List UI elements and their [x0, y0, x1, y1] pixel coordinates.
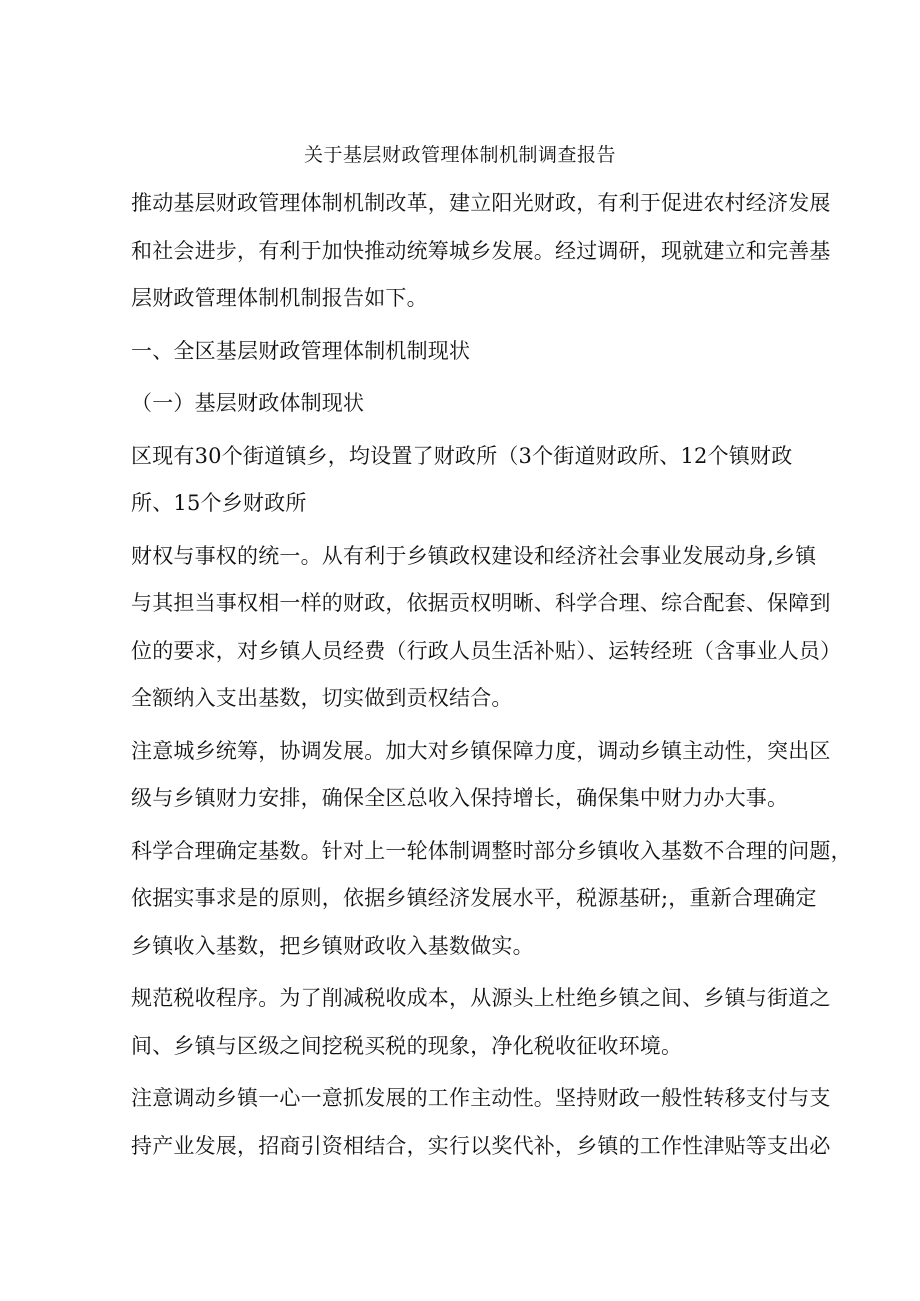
paragraph [131, 433, 793, 528]
text-line: 与其担当事权相一样的财政，依据贡权明晰、科学合理、综合配套、保障到 [131, 591, 831, 615]
text-line: 财权与事权的统一。从有利于乡镇政权建设和经济社会事业发展动身,乡镇 [131, 543, 817, 568]
text-line: 所、15个乡财政所 [131, 491, 307, 515]
text-line: 级与乡镇财力安排，确保全区总收入保持增长，确保集中财力办大事。 [131, 786, 789, 810]
paragraph [131, 180, 831, 323]
document-body [131, 180, 852, 1175]
paragraph [131, 533, 842, 723]
paragraph [131, 1075, 831, 1170]
paragraph [131, 328, 793, 376]
text-line: 位的要求，对乡镇人员经费（行政人员生活补贴）、运转经班（含事业人员） [131, 638, 842, 663]
text-line: 区现有30个街道镇乡，均设置了财政所（3个街道财政所、12个镇财政 [131, 443, 793, 468]
paragraph [131, 380, 793, 428]
text-line: 规范税收程序。为了削减税收成本，从源头上杜绝乡镇之间、乡镇与街道之 [131, 986, 831, 1010]
text-line: 层财政管理体制机制报告如下。 [131, 286, 428, 310]
paragraph [131, 728, 831, 823]
text-line: 推动基层财政管理体制机制改革，建立阳光财政，有利于促进农村经济发展 [131, 191, 831, 215]
text-line: 乡镇收入基数，把乡镇财政收入基数做实。 [131, 933, 534, 958]
text-line: 注意调动乡镇一心一意抓发展的工作主动性。坚持财政一般性转移支付与支 [131, 1086, 831, 1110]
document-title: 关于基层财政管理体制机制调查报告 [303, 144, 616, 166]
text-line: 一、全区基层财政管理体制机制现状 [131, 338, 471, 363]
text-line: 科学合理确定基数。针对上一轮体制调整时部分乡镇收入基数不合理的问题， [131, 838, 852, 863]
text-line: 间、乡镇与区级之间挖税买税的现象，净化税收征收环境。 [131, 1033, 683, 1058]
text-line: 和社会进步，有利于加快推动统筹城乡发展。经过调研，现就建立和完善基 [131, 238, 831, 263]
text-line: 持产业发展，招商引资相结合，实行以奖代补，乡镇的工作性津贴等支出必 [131, 1133, 831, 1158]
text-line: 注意城乡统筹，协调发展。加大对乡镇保障力度，调动乡镇主动性，突出区 [131, 738, 831, 763]
text-line: 依据实事求是的原则，依据乡镇经济发展水平，税源基研;，重新合理确定 [131, 886, 817, 910]
paragraph [131, 828, 852, 971]
paragraph [131, 975, 831, 1070]
text-line: 全额纳入支出基数，切实做到贡权结合。 [131, 686, 513, 710]
text-line: （一）基层财政体制现状 [131, 391, 365, 415]
